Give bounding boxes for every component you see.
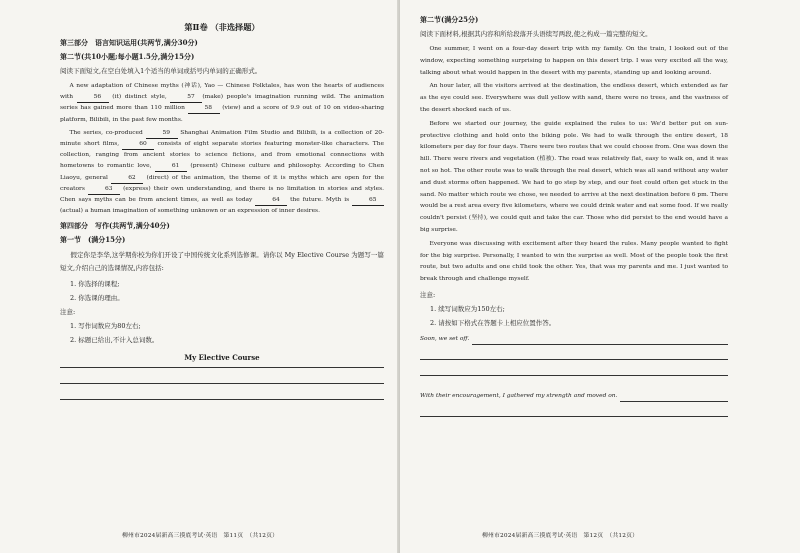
writing-line[interactable] [620, 393, 728, 402]
writing-line[interactable] [420, 416, 728, 417]
writing-line[interactable] [420, 375, 728, 376]
text-run: (it) distinct style, [108, 94, 171, 101]
text-run: A new adaptation of Chinese myths (神话), Yao — Chinese Folktales, has won the hearts of audiences with [60, 83, 384, 101]
text-run: (view) and a score of 9.9 out of 10 on video-sharing platform, Bilibili, in the past few months. [60, 105, 384, 123]
section-title: 第Ⅱ卷 （非选择题） [184, 22, 260, 32]
text-run: Shanghai Animation Film Studio and Bilibili, is a collection of 20-minute short films, [60, 129, 384, 148]
grammar-paragraph-1 [60, 81, 384, 126]
writing-task-1: 假定你是李华,这学期你校为你们开设了中国传统文化系列选修课。请你以 My Elective Course 为题写一篇短文,介绍自己的选课情况,内容包括: [60, 251, 384, 273]
paragraph-starter-1 [420, 334, 728, 345]
writing-section2-header: 第二节(满分25分) [420, 15, 479, 24]
story-paragraph-2: An hour later, all the visitors arrived at the destination, the endless desert, which extended as far as the eye could see. Everywhere was dull yellow with sand, there were no trees, and the vastness of the desert shocked each of us. [420, 83, 728, 113]
story-paragraph-3: Before we started our journey, the guide explained the rules to us: We'd better put on sun-protective clothing and hold onto the biking pole. We had to walk through the entire desert, 18 kilometers per day for four days. There were two routes that we could choose from. One was down the hill. There were rivers and vegetation (植被). The road was relatively flat, easy to walk on, and it was not so hot. The other route was to walk through the real desert, which was all sand without any water and dust storms often happened. We had to go step by step, and our feet could often get stuck in the sand. No matter which route we chose, we needed to arrive at the next destination before 6 pm. There would be a rest area every five kilometers, where we could drink water and eat some food. If we really couldn't persist (坚持), we could quit and take the car. Those who did persist to the end would have a big surprise. [420, 120, 728, 233]
part4-section1-header: 第一节 (满分15分) [60, 235, 126, 245]
page-12 [400, 0, 800, 553]
blank-65: 65 [352, 196, 384, 206]
blank-56: 56 [77, 93, 109, 103]
blank-62: 62 [111, 174, 143, 184]
story-paragraph-1: One summer, I went on a four-day desert trip with my family. On the train, I looked out of the window, expecting something surprising to happen on this desert trip. I was very excited all the way, talking about what would happen in the desert with my parents, standing up and looking around. [420, 46, 728, 76]
writing-line[interactable] [60, 399, 384, 400]
page-footer: 柳州市2024届新高三摸底考试·英语 第11页 （共12页） [122, 533, 279, 539]
writing-line[interactable] [60, 367, 384, 368]
blank-57: 57 [170, 93, 202, 103]
note-1: 1. 续写词数应为150左右; [430, 304, 505, 313]
part4-header: 第四部分 写作(共两节,满分40分) [60, 221, 170, 231]
text-run: The series, co-produced [69, 129, 146, 136]
story-paragraph-4: Everyone was discussing with excitement after they heard the rules. Many people wanted to fight for the big surprise. Personally, I wanted to win the surprise as well. Most of the people took the first route, but two adults and one child took the other. Yes, that was my parents and me. I just wanted to break through and challenge myself. [420, 240, 728, 283]
text-run: (present) Chinese culture and philosophy. According to Chen Liaoyu, general [60, 163, 384, 181]
blank-61: 61 [155, 162, 187, 172]
blank-63: 63 [88, 185, 120, 195]
text-run: (direct) of the animation, the theme of it is myths which are open for the creators [60, 174, 384, 192]
note-2: 2. 标题已给出,不计入总词数。 [70, 336, 159, 345]
blank-58: 58 [188, 104, 220, 114]
grammar-paragraph-2 [60, 128, 384, 218]
text-run: (express) their own understanding, and there is no limitation in stories and styles. Chen says myths can be from ancient times, as well as today [60, 185, 384, 204]
writing-line[interactable] [472, 336, 728, 345]
blank-64: 64 [255, 196, 287, 206]
blank-59: 59 [146, 129, 178, 139]
text-run: (actual) a human imagination of something unknown or an expression of inner desires. [60, 208, 320, 215]
content-point-1: 1. 你选择的课程; [70, 280, 120, 289]
continuation-instruction: 阅读下面材料,根据其内容和所给段落开头语续写两段,使之构成一篇完整的短文。 [420, 30, 652, 38]
note-1: 1. 写作词数应为80左右; [70, 322, 141, 331]
essay-title: My Elective Course [184, 353, 260, 363]
text-run: the future. Myth is [287, 197, 352, 204]
starter-text: Soon, we set off. [420, 335, 470, 342]
note-label: 注意: [420, 290, 436, 299]
note-2: 2. 请按如下格式在答题卡上相应位置作答。 [430, 318, 556, 327]
text-run: (make) people's imagination running wild. The animation series has gained more than 110 million [60, 94, 385, 112]
writing-line[interactable] [60, 383, 384, 384]
grammar-instruction: 阅读下面短文,在空白处填入1个适当的单词或括号内单词的正确形式。 [60, 67, 262, 75]
blank-60: 60 [122, 140, 154, 150]
part3-header: 第三部分 语言知识运用(共两节,满分30分) [60, 38, 198, 47]
content-point-2: 2. 你选课的理由。 [70, 294, 124, 303]
writing-line[interactable] [420, 359, 728, 360]
paragraph-starter-2 [420, 391, 728, 402]
text-run: consists of eight separate stories featuring monster-like characters. The collection, ranging from ancient stories to science fictions, and from emotional connections with hometowns to romantic love, [60, 141, 384, 170]
note-label: 注意: [60, 308, 76, 317]
starter-text: With their encouragement, I gathered my strength and moved on. [420, 392, 618, 399]
part3-section2-header: 第二节(共10小题;每小题1.5分,满分15分) [60, 52, 195, 61]
page-footer: 柳州市2024届新高三摸底考试·英语 第12页 （共12页） [482, 533, 639, 539]
